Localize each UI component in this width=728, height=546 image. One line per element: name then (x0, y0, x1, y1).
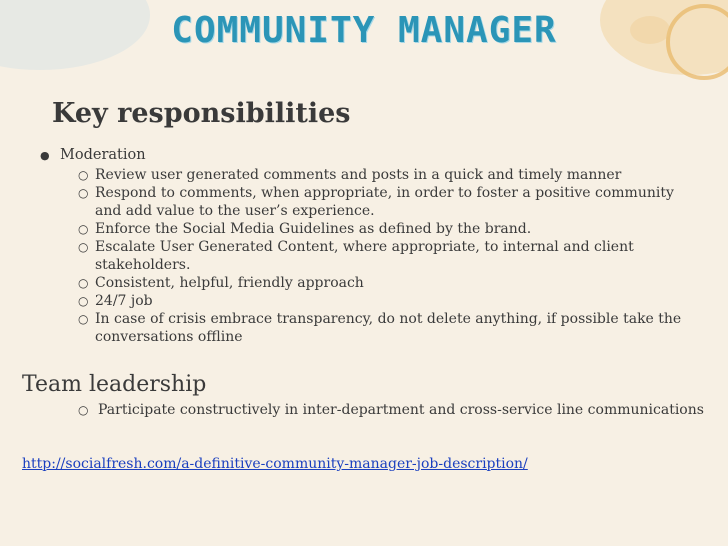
section-heading: Key responsibilities (52, 98, 351, 129)
list-item: ○ 24/7 job (78, 292, 703, 310)
team-leadership-list (78, 401, 718, 419)
bullet-dot-icon: ● (40, 149, 50, 162)
moderation-list (78, 166, 703, 346)
page-title: COMMUNITY MANAGER (171, 10, 557, 51)
list-item: ○ Participate constructively in inter-department and cross-service line communications (78, 401, 718, 419)
list-item: ○ In case of crisis embrace transparency, do not delete anything, if possible take the conversations offline (78, 310, 703, 346)
list-item: ○ Escalate User Generated Content, where appropriate, to internal and client stakeholders. (78, 238, 703, 274)
team-leadership-heading: Team leadership (22, 372, 207, 397)
list-item: ○ Enforce the Social Media Guidelines as defined by the brand. (78, 220, 703, 238)
moderation-bullet (40, 147, 146, 163)
moderation-label: Moderation (60, 147, 146, 163)
list-item: ○ Consistent, helpful, friendly approach (78, 274, 703, 292)
source-link[interactable]: http://socialfresh.com/a-definitive-community-manager-job-description/ (22, 456, 528, 472)
list-item: ○ Review user generated comments and posts in a quick and timely manner (78, 166, 703, 184)
list-item: ○ Respond to comments, when appropriate, in order to foster a positive community and add value to the user’s experience. (78, 184, 703, 220)
